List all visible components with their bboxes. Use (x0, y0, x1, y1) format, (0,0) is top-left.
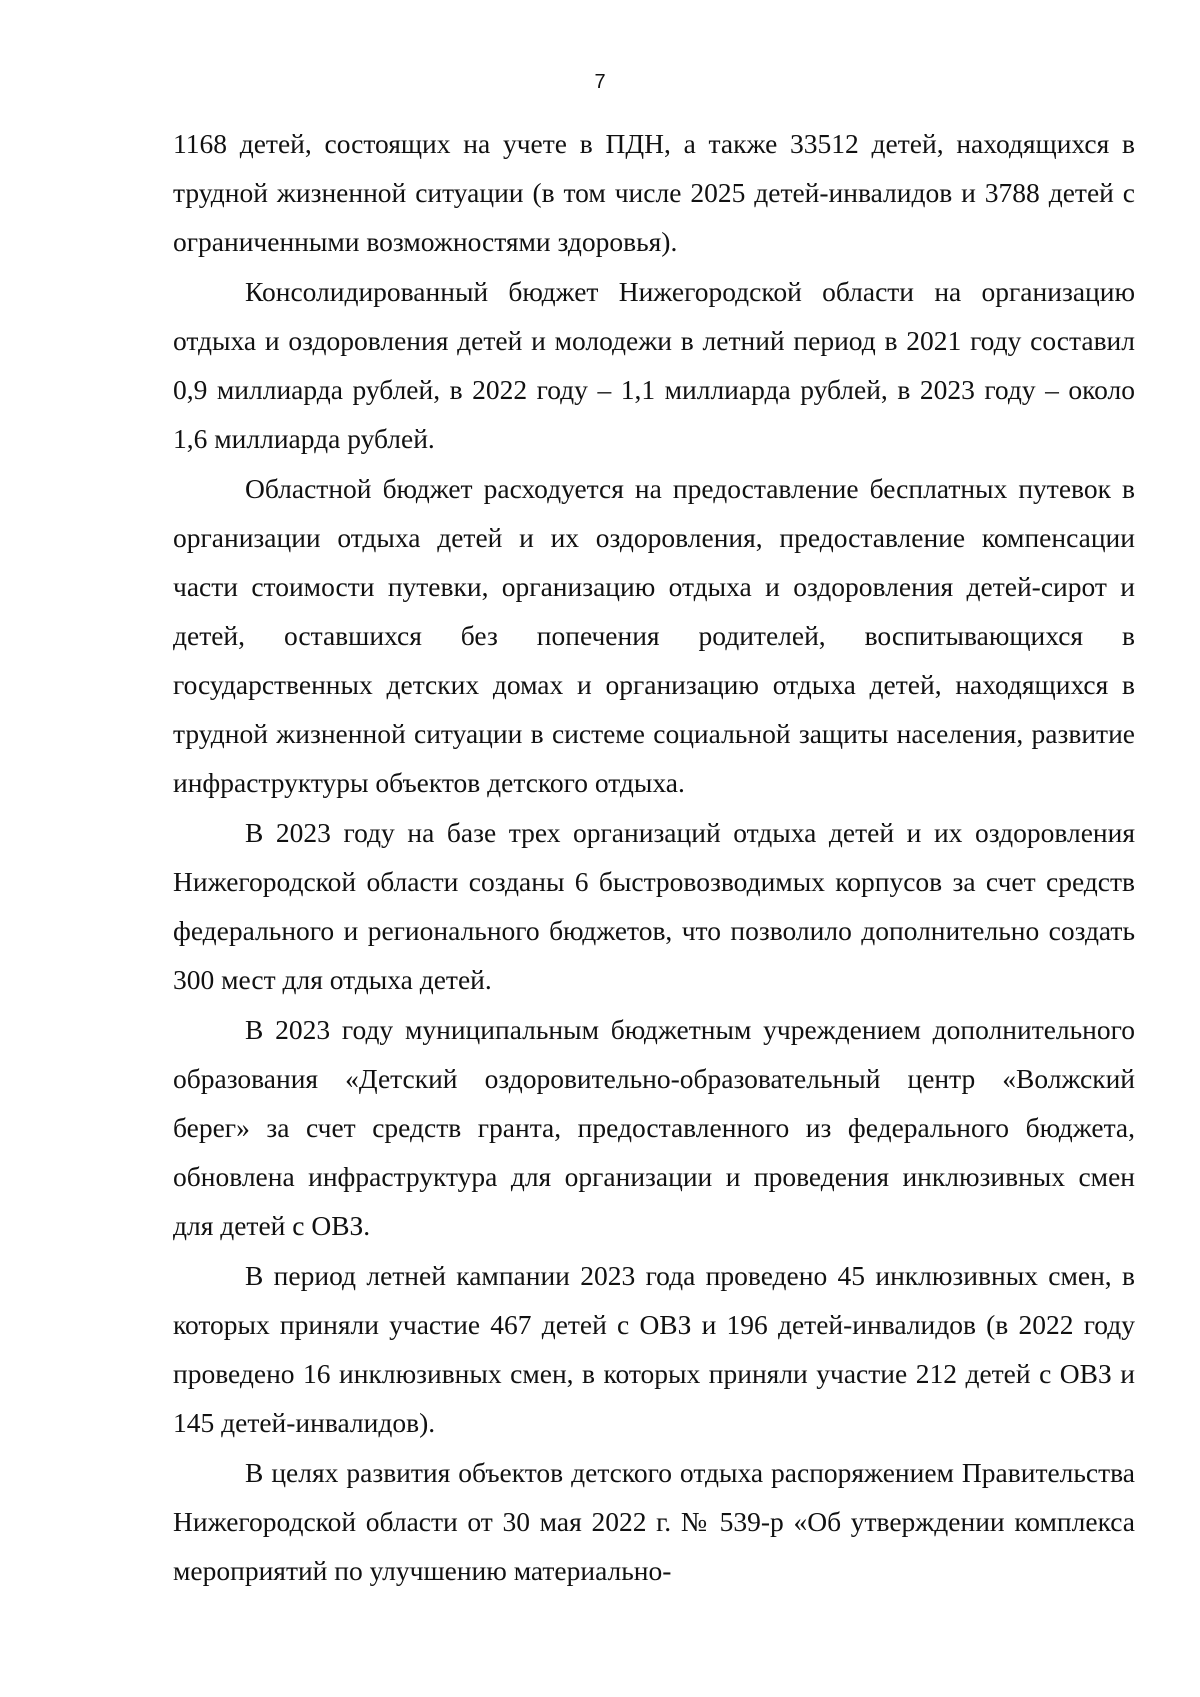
document-body (173, 119, 1135, 1596)
paragraph-volzhsky-bereg: В 2023 году муниципальным бюджетным учреждением дополнительного образования «Детский оздоровительно-образовательный центр «Волжский берег» за счет средств гранта, предоставленного из федерального бюджета, обновлена инфраструктура для организации и проведения инклюзивных смен для детей с ОВЗ. (173, 1014, 1135, 1241)
paragraph-inclusive-shifts: В период летней кампании 2023 года проведено 45 инклюзивных смен, в которых приняли участие 467 детей с ОВЗ и 196 детей-инвалидов (в 2022 году проведено 16 инклюзивных смен, в которых приняли участие 212 детей с ОВЗ и 145 детей-инвалидов). (173, 1260, 1135, 1438)
page-number: 7 (594, 71, 606, 93)
paragraph-regional-budget-spending: Областной бюджет расходуется на предоставление бесплатных путевок в организации отдыха детей и их оздоровления, предоставление компенсации части стоимости путевки, организацию отдыха и оздоровления детей-сирот и детей, оставшихся без попечения родителей, воспитывающихся в государственных детских домах и организацию отдыха детей, находящихся в трудной жизненной ситуации в системе социальной защиты населения, развитие инфраструктуры объектов детского отдыха. (173, 473, 1135, 798)
paragraph-children-count: 1168 детей, состоящих на учете в ПДН, а также 33512 детей, находящихся в трудной жизненной ситуации (в том числе 2025 детей-инвалидов и 3788 детей с ограниченными возможностями здоровья). (173, 128, 1135, 257)
paragraph-consolidated-budget: Консолидированный бюджет Нижегородской области на организацию отдыха и оздоровления детей и молодежи в летний период в 2021 году составил 0,9 миллиарда рублей, в 2022 году – 1,1 миллиарда рублей, в 2023 году – около 1,6 миллиарда рублей. (173, 276, 1135, 454)
paragraph-government-order: В целях развития объектов детского отдыха распоряжением Правительства Нижегородской области от 30 мая 2022 г. № 539-р «Об утверждении комплекса мероприятий по улучшению материально- (173, 1457, 1135, 1586)
paragraph-prefab-buildings: В 2023 году на базе трех организаций отдыха детей и их оздоровления Нижегородской области созданы 6 быстровозводимых корпусов за счет средств федерального и регионального бюджетов, что позволило дополнительно создать 300 мест для отдыха детей. (173, 817, 1135, 995)
